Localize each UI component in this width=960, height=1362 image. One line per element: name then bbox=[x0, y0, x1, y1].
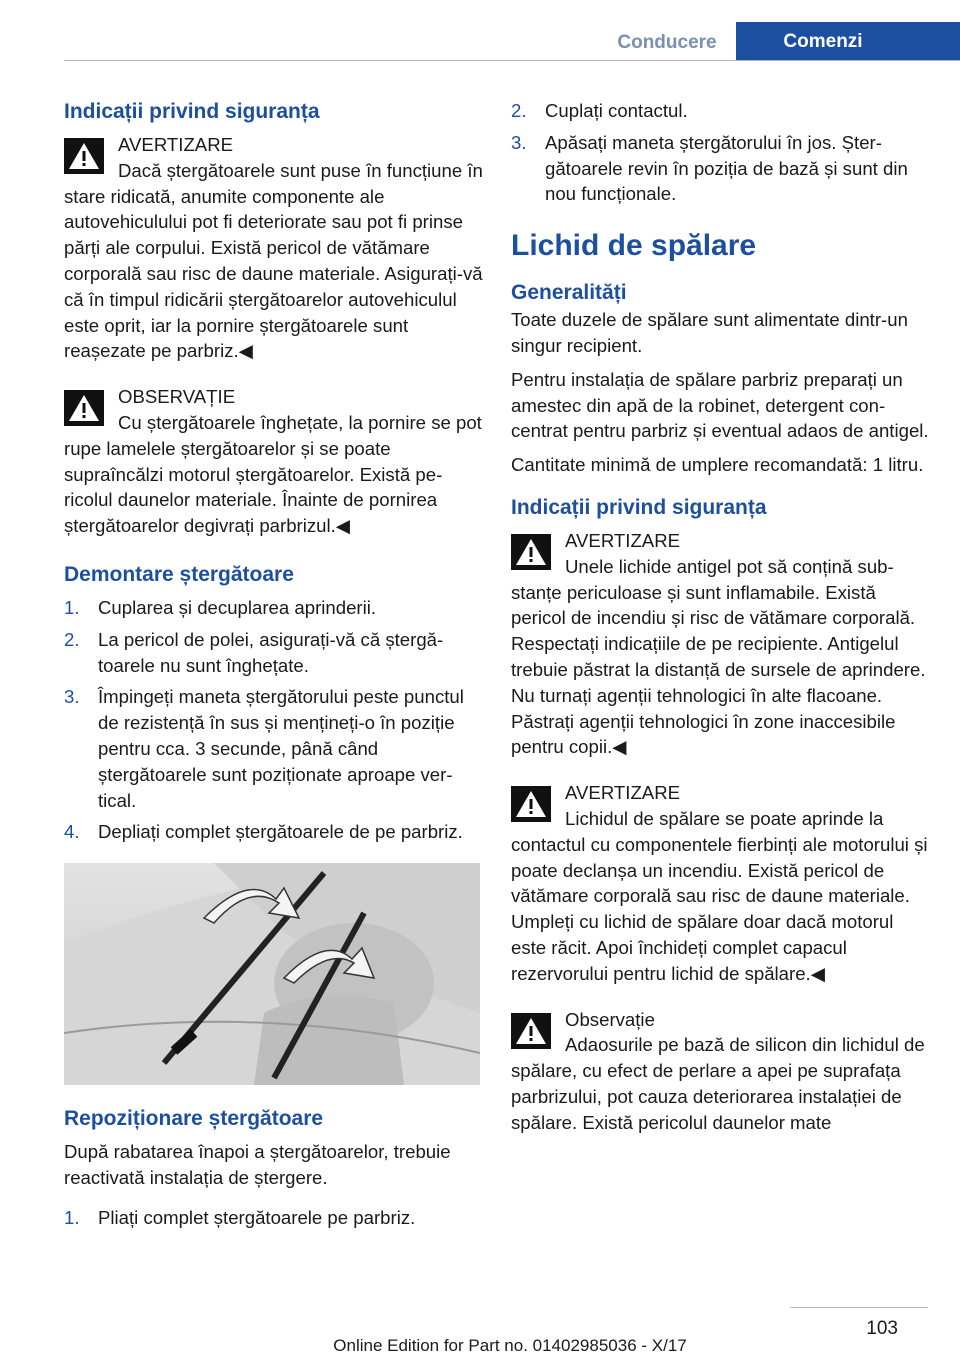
right-column bbox=[511, 98, 929, 1150]
warning-block bbox=[64, 132, 484, 364]
general-paragraph: Toate duzele de spălare sunt alimentate dintr-un singur recipient. bbox=[511, 309, 908, 356]
list-item: 1. Pliați complet ștergătoarele pe parbriz. bbox=[64, 1206, 416, 1228]
list-item: 2. Cuplați contactul. bbox=[511, 100, 688, 121]
warning-text: Unele lichide antigel pot să conțină substanțe periculoase și sunt inflamabile. Există pericol de incendiu și risc de vătămare corporală. Respectați indicațiile de pe recipiente. Antigelul trebuie păstrat la distanță de sursele de aprindere. Nu turnați agenții tehnologici în alte flacoane. Păstrați agenții tehnologici în zone inaccesibile pentru copii.◀ bbox=[511, 555, 926, 758]
wiper-illustration bbox=[64, 863, 480, 1085]
list-item: 3. Împingeți maneta ștergătorului peste punctul de rezistență în sus și mențineți-o în poziție pentru cca. 3 secunde, până când ștergătoarele sunt poziționate aproape vertical. bbox=[64, 686, 464, 811]
footer-divider bbox=[790, 1307, 928, 1308]
warning-block bbox=[511, 528, 929, 760]
list-item: 2. La pericol de polei, asigurați-vă că ștergătoarele nu sunt înghețate. bbox=[64, 628, 444, 676]
warning-triangle-icon bbox=[511, 786, 551, 822]
warning-title: AVERTIZARE bbox=[565, 529, 681, 551]
warning-triangle-icon bbox=[64, 390, 104, 426]
warning-text: Dacă ștergătoarele sunt puse în funcțiune în stare ridicată, anumite componente ale autovehiculului pot fi deteriorate sau pot fi prinse părți ale corpului. Există pericol de vătămare corporală sau risc de daune materiale. Asigurați-vă că în timpul ridicării ștergătoarelor autovehiculul este oprit, iar la pornire ștergătoarele sunt reașezate pe parbriz.◀ bbox=[64, 159, 483, 362]
warning-triangle-icon bbox=[511, 534, 551, 570]
general-heading: Generalități bbox=[511, 281, 627, 305]
warning-text: Lichidul de spălare se poate aprinde la contactul cu componentele fierbinți ale motorului și poate declanșa un incendiu. Există pericol de vătămare corporală sau risc de daune materiale. Umpleți cu lichid de spălare doar dacă motorul este răcit. Apoi închideți complet capacul rezervorului pentru lichid de spălare.◀ bbox=[511, 807, 928, 984]
safety-heading: Indicații privind siguranța bbox=[511, 495, 767, 519]
page-number: 103 bbox=[866, 1318, 898, 1339]
general-paragraph: Cantitate minimă de umplere recomandată: 1 litru. bbox=[511, 454, 924, 476]
left-column bbox=[64, 98, 484, 1241]
tab-comenzi[interactable]: Comenzi bbox=[736, 22, 960, 61]
section-title: Lichid de spălare bbox=[511, 229, 757, 263]
warning-triangle-icon bbox=[64, 138, 104, 174]
note-block bbox=[64, 384, 484, 539]
warning-block bbox=[511, 780, 929, 986]
header-divider bbox=[64, 60, 960, 61]
page-header bbox=[0, 22, 960, 62]
note-text: Cu ștergătoarele înghețate, la pornire se pot rupe lamelele ștergătoarelor și se poate supraîncălzi motorul ștergătoarelor. Există pericolul daunelor materiale. Înainte de pornirea ștergătoarelor degivrați parbrizul.◀ bbox=[64, 411, 482, 537]
warning-triangle-icon bbox=[511, 1013, 551, 1049]
reposition-text: După rabatarea înapoi a ștergătoarelor, trebuie reactivată instalația de ștergere. bbox=[64, 1141, 451, 1188]
list-item: 1. Cuplarea și decuplarea aprinderii. bbox=[64, 596, 377, 618]
warning-title: AVERTIZARE bbox=[118, 134, 234, 155]
safety-heading: Indicații privind siguranța bbox=[64, 100, 320, 123]
continued-steps bbox=[511, 98, 929, 207]
note-block bbox=[511, 1007, 929, 1136]
demount-steps bbox=[64, 595, 484, 845]
edition-footer: Online Edition for Part no. 01402985036 - X/17 bbox=[333, 1336, 687, 1355]
general-paragraph: Pentru instalația de spălare parbriz preparați un amestec din apă de la robinet, detergent concentrat pentru parbriz și eventual adaos de antigel. bbox=[511, 368, 929, 442]
note-text: Adaosurile pe bază de silicon din lichidul de spălare, cu efect de perlare a apei pe suprafața parbrizului, pot cauza deteriorarea instalației de spălare. Există pericolul daunelor mate bbox=[511, 1034, 925, 1133]
reposition-steps bbox=[64, 1205, 484, 1231]
list-item: 4. Depliați complet ștergătoarele de pe parbriz. bbox=[64, 821, 463, 843]
note-title: OBSERVAȚIE bbox=[118, 386, 236, 408]
reposition-heading: Repoziționare ștergătoare bbox=[64, 1107, 324, 1131]
note-title: Observație bbox=[565, 1008, 655, 1030]
demount-heading: Demontare ștergătoare bbox=[64, 562, 294, 586]
list-item: 3. Apăsați maneta ștergătorului în jos. Ștergătoarele revin în poziția de bază și sunt din nou funcționale. bbox=[511, 131, 908, 205]
tab-conducere[interactable]: Conducere bbox=[617, 32, 717, 53]
warning-title: AVERTIZARE bbox=[565, 782, 681, 804]
